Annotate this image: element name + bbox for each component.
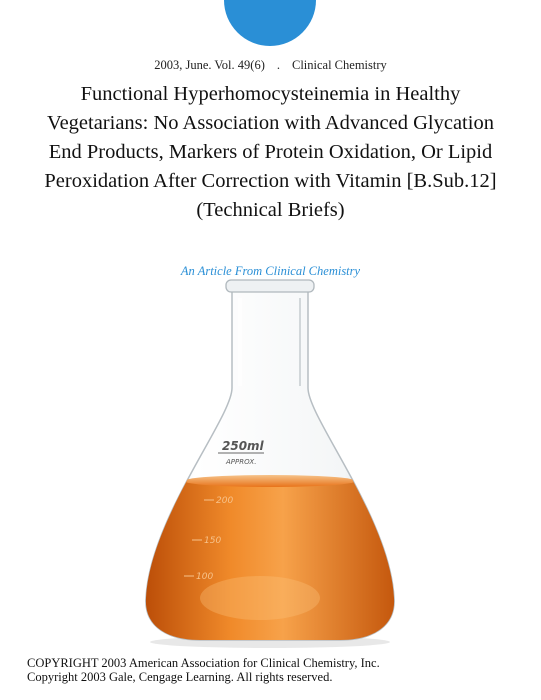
copyright-notice xyxy=(27,656,380,684)
flask-liquid-surface xyxy=(184,475,356,487)
flask-mark-150: 150 xyxy=(204,536,222,546)
flask-liquid xyxy=(140,480,400,648)
journal-name: Clinical Chemistry xyxy=(291,58,387,72)
publication-info xyxy=(0,58,541,73)
top-decorative-circle xyxy=(224,0,316,46)
flask-mark-100: 100 xyxy=(196,572,214,582)
flask-rim xyxy=(226,280,314,292)
flask-illustration xyxy=(140,268,400,648)
flask-approx-label: APPROX. xyxy=(226,458,257,466)
document-subtitle: An Article From Clinical Chemistry xyxy=(180,264,361,278)
flask-mark-200: 200 xyxy=(216,496,234,506)
document-title: Functional Hyperhomocysteinemia in Healthy Vegetarians: No Association with Advanced Glycation End Products, Markers of Protein Oxidation, Or Lipid Peroxidation After Correction with Vitamin [B.Sub.12] (Technical Briefs) xyxy=(44,83,497,221)
copyright-line-1: COPYRIGHT 2003 American Association for Clinical Chemistry, Inc. xyxy=(27,656,380,670)
publication-separator: . xyxy=(276,58,280,72)
copyright-line-2: Copyright 2003 Gale, Cengage Learning. All rights reserved. xyxy=(27,670,333,684)
flask-volume-label: 250ml xyxy=(222,439,264,453)
publication-date-volume: 2003, June. Vol. 49(6) xyxy=(154,58,265,72)
